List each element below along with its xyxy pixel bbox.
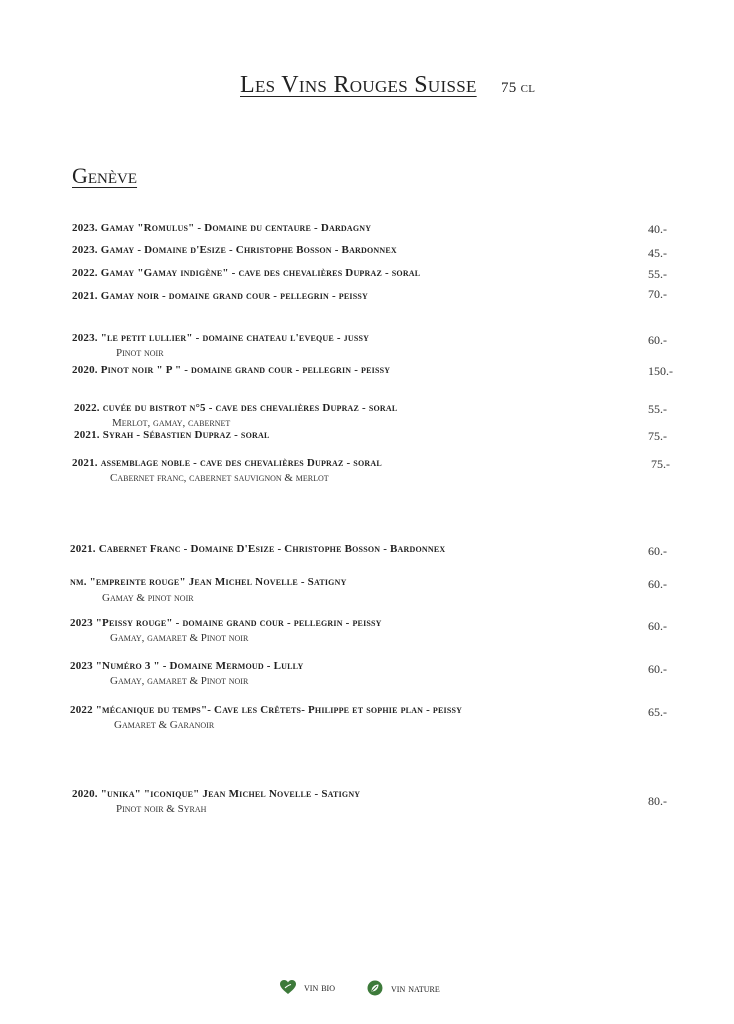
wine-price: 75.-	[651, 457, 670, 471]
wine-name: 2022. cuvée du bistrot n°5 - cave des chevalières Dupraz - soral	[74, 402, 398, 414]
legend-bio-label: vin bio	[304, 980, 335, 994]
region-heading: Genève	[72, 163, 138, 188]
wine-row	[0, 617, 734, 649]
wine-price: 60.-	[648, 333, 667, 347]
wine-price: 60.-	[648, 662, 667, 676]
wine-price: 80.-	[648, 794, 667, 808]
wine-row	[0, 402, 734, 432]
heart-leaf-icon	[280, 980, 296, 995]
wine-name: 2023 "Numéro 3 " - Domaine Mermoud - Lully	[70, 660, 304, 672]
wine-row	[0, 332, 734, 364]
wine-name: 2020. Pinot noir " P " - domaine grand cour - pellegrin - peissy	[72, 364, 391, 376]
wine-name: 2022. Gamay "Gamay indigène" - cave des chevalières Dupraz - soral	[72, 267, 421, 279]
wine-price: 60.-	[648, 544, 667, 558]
wine-price: 55.-	[648, 267, 667, 281]
wine-row	[0, 457, 734, 489]
wine-name: 2023. "le petit lullier" - domaine chateau l'eveque - jussy	[72, 332, 370, 344]
wine-price: 70.-	[648, 287, 667, 301]
wine-grapes: Gamay, gamaret & Pinot noir	[110, 675, 249, 687]
wine-row	[0, 364, 734, 380]
wine-name: 2023 "Peissy rouge" - domaine grand cour - pellegrin - peissy	[70, 617, 382, 629]
legend-bio	[280, 980, 335, 995]
wine-row	[0, 543, 734, 559]
wine-name: 2023. Gamay - Domaine d'Esize - Christophe Bosson - Bardonnex	[72, 244, 397, 256]
wine-grapes: Pinot noir	[116, 347, 164, 359]
wine-price: 55.-	[648, 402, 667, 416]
wine-price: 75.-	[648, 429, 667, 443]
wine-name: 2020. "unika" "iconique" Jean Michel Novelle - Satigny	[72, 788, 361, 800]
wine-row	[0, 267, 734, 283]
wine-price: 60.-	[648, 577, 667, 591]
wine-price: 40.-	[648, 222, 667, 236]
legend	[0, 980, 734, 998]
wine-name: 2021. Syrah - Sébastien Dupraz - soral	[74, 429, 270, 441]
page-title	[240, 72, 620, 99]
wine-row	[0, 660, 734, 692]
wine-grapes: Gamay, gamaret & Pinot noir	[110, 632, 249, 644]
wine-grapes: Gamaret & Garanoir	[114, 719, 215, 731]
wine-row	[0, 429, 734, 445]
wine-row	[0, 287, 734, 306]
wine-name: 2021. Gamay noir - domaine grand cour - pellegrin - peissy	[72, 290, 369, 302]
wine-price: 150.-	[648, 364, 673, 378]
wine-row	[0, 222, 734, 238]
wine-row	[0, 244, 734, 260]
wine-grapes: Cabernet franc, cabernet sauvignon & merlot	[110, 472, 329, 484]
wine-row	[0, 788, 734, 820]
wine-name: nm. "empreinte rouge" Jean Michel Novelle - Satigny	[70, 576, 347, 588]
leaf-circle-icon	[367, 980, 383, 996]
wine-name: 2021. Cabernet Franc - Domaine D'Esize - Christophe Bosson - Bardonnex	[70, 543, 446, 555]
wine-price: 65.-	[648, 705, 667, 719]
bottle-volume: 75 cl	[500, 80, 536, 96]
title-text: Les Vins Rouges Suisse	[240, 72, 477, 98]
legend-nature	[367, 980, 440, 996]
wine-row	[0, 576, 734, 608]
wine-price: 45.-	[648, 246, 667, 260]
wine-name: 2021. assemblage noble - cave des chevalières Dupraz - soral	[72, 457, 382, 469]
wine-name: 2022 "mécanique du temps"- Cave les Crêtets- Philippe et sophie plan - peissy	[70, 704, 463, 716]
wine-grapes: Merlot, gamay, cabernet	[112, 417, 231, 429]
wine-name: 2023. Gamay "Romulus" - Domaine du centaure - Dardagny	[72, 222, 372, 234]
wine-grapes: Pinot noir & Syrah	[116, 803, 207, 815]
wine-grapes: Gamay & pinot noir	[102, 592, 194, 604]
wine-price: 60.-	[648, 619, 667, 633]
legend-nature-label: vin nature	[391, 980, 440, 995]
wine-row	[0, 704, 734, 736]
